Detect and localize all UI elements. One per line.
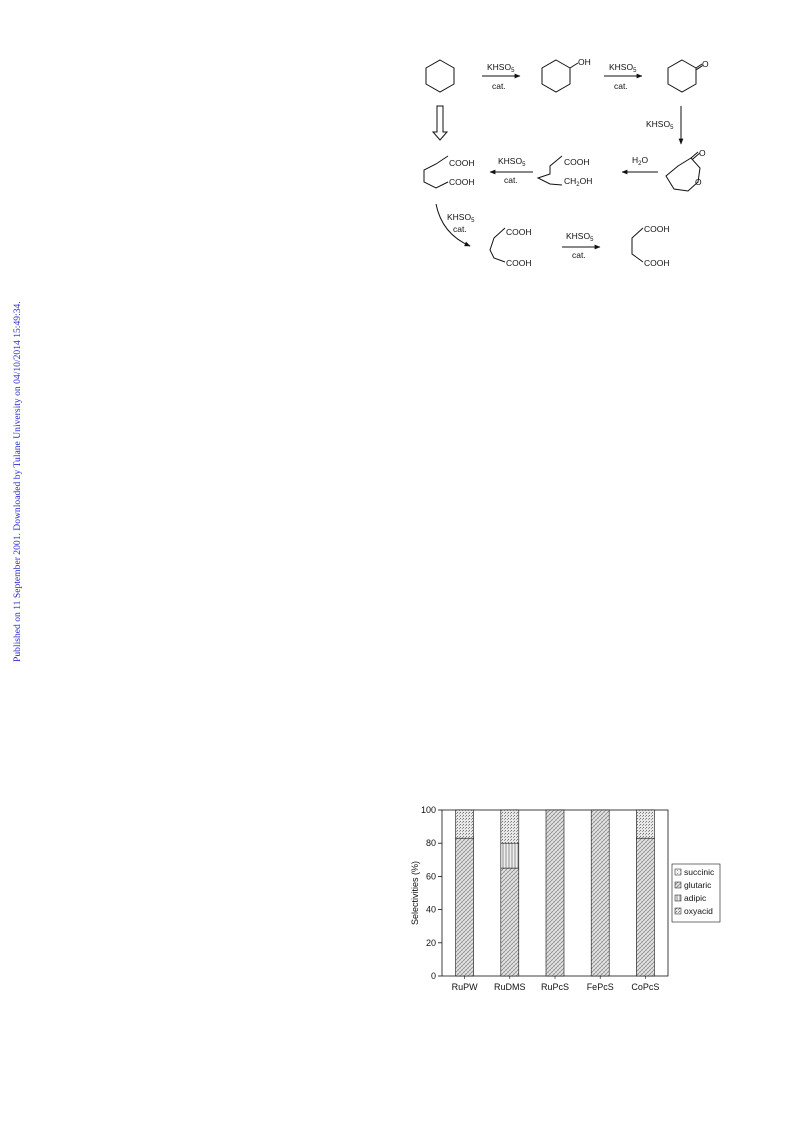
reagent-label: KHSO bbox=[646, 119, 671, 129]
bar-segment-glutaric bbox=[591, 810, 609, 976]
x-tick-label: RuDMS bbox=[494, 982, 526, 992]
svg-text:KHSO5: $KHSO_5$ bbox=[498, 156, 526, 168]
legend-label-adipic: adipic bbox=[684, 893, 707, 903]
cyclohexanol-structure bbox=[542, 60, 570, 92]
svg-text:KHSO5: $KHSO_5$ bbox=[487, 62, 515, 74]
legend-label-succinic: succinic bbox=[684, 867, 715, 877]
x-tick-label: RuPW bbox=[451, 982, 478, 992]
y-tick-label: 20 bbox=[425, 937, 436, 948]
svg-text:H2O: $H_2O$ bbox=[632, 155, 649, 167]
svg-text:KHSO5: $KHSO_5$ bbox=[646, 119, 674, 131]
catalyst-label: cat. bbox=[492, 81, 506, 91]
legend-swatch-succinic bbox=[675, 869, 681, 875]
cooh-label: COOH bbox=[506, 258, 532, 268]
svg-text:CH2OH: $CH_2OH$ bbox=[564, 176, 593, 188]
cooh-label: COOH bbox=[449, 158, 475, 168]
ch2oh-label: CH bbox=[564, 176, 577, 186]
reagent-label: KHSO bbox=[498, 156, 523, 166]
bar-segment-glutaric bbox=[546, 810, 564, 976]
water-label: H bbox=[632, 155, 639, 165]
chart-bars bbox=[456, 810, 655, 976]
svg-text:KHSO5: $KHSO_5$ bbox=[447, 212, 475, 224]
selectivity-chart bbox=[400, 800, 730, 1000]
x-tick-label: FePcS bbox=[586, 982, 614, 992]
bar-segment-adipic bbox=[501, 843, 519, 868]
bar-segment-glutaric bbox=[456, 838, 474, 976]
svg-text:KHSO5: $KHSO_5$ bbox=[609, 62, 637, 74]
download-notice-text[interactable]: Published on 11 September 2001. Downloaded by Tulane University on 04/10/2014 15:49:34. bbox=[12, 301, 23, 662]
x-tick-label: CoPcS bbox=[631, 982, 660, 992]
bar-segment-glutaric bbox=[501, 868, 519, 976]
reagent-label: KHSO bbox=[487, 62, 512, 72]
cooh-label: COOH bbox=[644, 224, 670, 234]
hydroxyacid-structure bbox=[538, 156, 562, 185]
bar-segment-oxyacid bbox=[501, 810, 519, 843]
cyclohexanone-structure bbox=[668, 60, 696, 92]
chart-legend bbox=[672, 864, 720, 922]
legend-swatch-oxyacid bbox=[675, 908, 681, 914]
cooh-label: COOH bbox=[644, 258, 670, 268]
legend-label-glutaric: glutaric bbox=[684, 880, 712, 890]
cooh-label: COOH bbox=[564, 157, 590, 167]
bar-segment-oxyacid bbox=[636, 810, 654, 838]
cooh-label: COOH bbox=[506, 227, 532, 237]
succinic-acid-structure bbox=[632, 228, 643, 262]
catalyst-label: cat. bbox=[504, 175, 518, 185]
carbonyl-o-label: O bbox=[702, 59, 709, 69]
glutaric-acid-structure bbox=[490, 228, 505, 262]
hydroxyl-label: OH bbox=[578, 57, 591, 67]
catalyst-label: cat. bbox=[572, 250, 586, 260]
svg-text:KHSO5: $KHSO_5$ bbox=[566, 231, 594, 243]
download-notice-sidebar bbox=[4, 266, 23, 662]
x-tick-label: RuPcS bbox=[540, 982, 570, 992]
lactone-carbonyl-o-label: O bbox=[699, 148, 706, 158]
reagent-label: KHSO bbox=[609, 62, 634, 72]
cyclohexane-structure bbox=[426, 60, 454, 92]
cooh-label: COOH bbox=[449, 177, 475, 187]
reagent-label: KHSO bbox=[566, 231, 591, 241]
bar-segment-oxyacid bbox=[456, 810, 474, 838]
legend-swatch-glutaric bbox=[675, 882, 681, 888]
lactone-ring-o-label: O bbox=[695, 177, 702, 187]
adipic-acid-structure bbox=[424, 156, 448, 188]
reaction-scheme bbox=[410, 48, 710, 278]
direct-oxidation-arrow bbox=[433, 106, 447, 140]
y-tick-label: 80 bbox=[425, 838, 436, 849]
y-tick-label: 100 bbox=[420, 805, 436, 815]
catalyst-label: cat. bbox=[614, 81, 628, 91]
y-tick-label: 0 bbox=[430, 971, 436, 981]
legend-label-oxyacid: oxyacid bbox=[684, 906, 713, 916]
chart-axes bbox=[410, 805, 668, 992]
y-tick-label: 40 bbox=[425, 904, 436, 915]
catalyst-label: cat. bbox=[453, 224, 467, 234]
legend-swatch-adipic bbox=[675, 895, 681, 901]
bar-segment-glutaric bbox=[636, 838, 654, 976]
reagent-label: KHSO bbox=[447, 212, 472, 222]
y-axis-label: Selectivities (%) bbox=[410, 860, 420, 926]
y-tick-label: 60 bbox=[425, 871, 436, 882]
